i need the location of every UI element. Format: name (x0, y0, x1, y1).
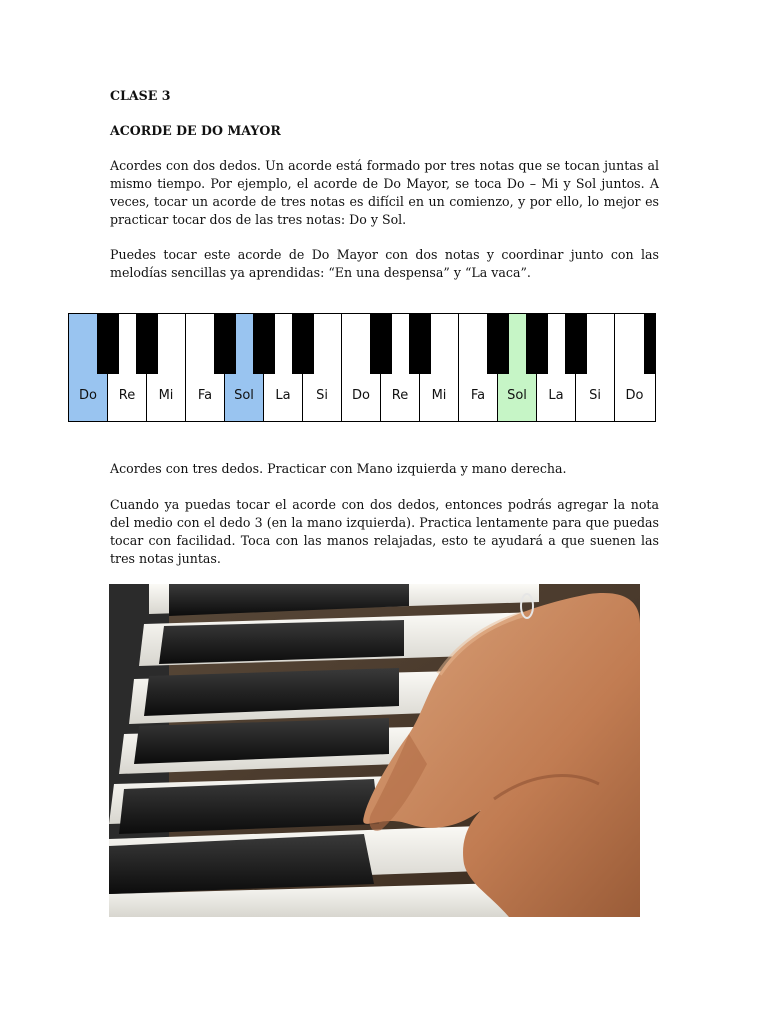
lesson-heading: CLASE 3 (110, 88, 171, 103)
white-key-label: Re (391, 388, 409, 403)
white-key-label: Do (352, 388, 370, 403)
white-key-label: Fa (470, 388, 486, 403)
black-key-2 (136, 314, 158, 374)
black-key-7 (409, 314, 431, 374)
white-key-label: Do (625, 388, 644, 403)
white-key-label: Sol (234, 388, 254, 403)
black-key-5 (292, 314, 314, 374)
white-key-label: Si (589, 388, 601, 403)
white-key-label: Fa (197, 388, 213, 403)
paragraph-instructions: Cuando ya puedas tocar el acorde con dos dedos, entonces podrás agregar la nota del medio con el dedo 3 (en la mano izquierda). Practica lentamente para que puedas tocar con facilidad. Toca con las manos relajadas, esto te ayudará a que suenen las tres notas juntas. (110, 497, 659, 566)
paragraph-melodies: Puedes tocar este acorde de Do Mayor con dos notas y coordinar junto con las melodías sencillas ya aprendidas: “En una despensa” y “La vaca”. (110, 247, 659, 280)
black-key-6 (370, 314, 392, 374)
white-key-label: Mi (158, 388, 174, 403)
black-key-3 (214, 314, 236, 374)
paragraph-three-finger-chords: Acordes con tres dedos. Practicar con Mano izquierda y mano derecha. (110, 461, 567, 476)
hand-on-piano-photo (109, 584, 640, 917)
lesson-subheading: ACORDE DE DO MAYOR (110, 123, 281, 138)
white-key-label: La (275, 388, 291, 403)
white-key-label: Si (316, 388, 328, 403)
white-key-label: La (548, 388, 564, 403)
paragraph-two-finger-chords: Acordes con dos dedos. Un acorde está formado por tres notas que se tocan juntas al mismo tiempo. Por ejemplo, el acorde de Do Mayor, se toca Do – Mi y Sol juntos. A veces, tocar un acorde de tres notas es difícil en un comienzo, y por ello, lo mejor es practicar tocar dos de las tres notas: Do y Sol. (110, 158, 659, 227)
black-key-4 (253, 314, 275, 374)
black-key-8 (487, 314, 509, 374)
black-key-1 (97, 314, 119, 374)
black-key-10 (565, 314, 587, 374)
white-key-label: Mi (431, 388, 447, 403)
black-key-9 (526, 314, 548, 374)
white-key-label: Sol (507, 388, 527, 403)
black-key-11 (644, 314, 656, 374)
white-key-label: Do (79, 388, 97, 403)
white-key-label: Re (118, 388, 136, 403)
piano-keyboard-diagram (68, 313, 656, 422)
